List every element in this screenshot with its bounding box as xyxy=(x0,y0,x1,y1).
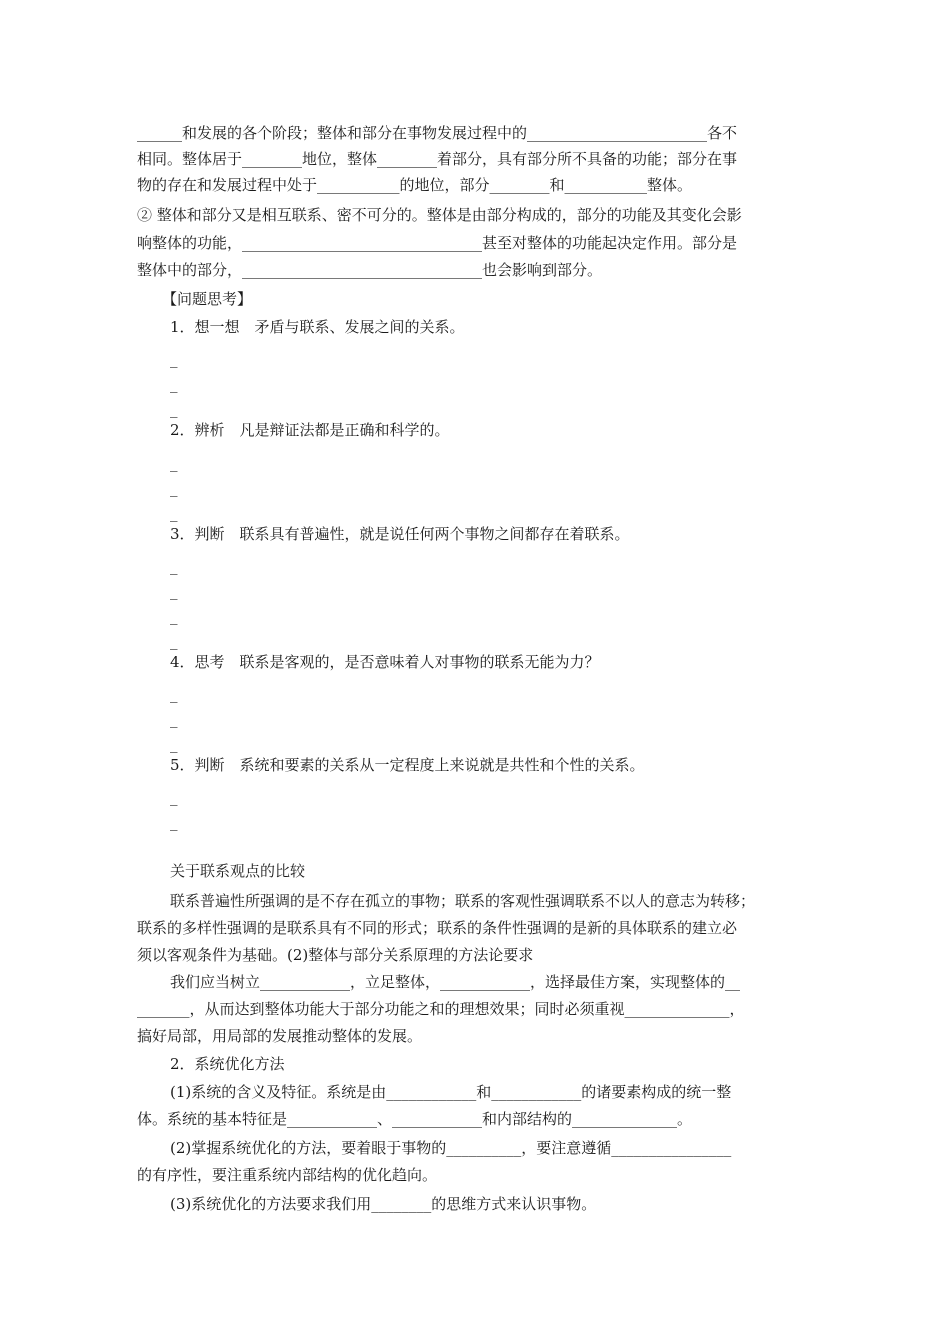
answer-blank: _ xyxy=(170,557,178,575)
answer-blank: _ xyxy=(170,735,178,753)
question-item: 1．想一想 矛盾与联系、发展之间的关系。 xyxy=(170,318,465,336)
text-line: 体。系统的基本特征是____________、____________和内部结构的______________。 xyxy=(137,1110,693,1128)
question-item: 4．思考 联系是客观的，是否意味着人对事物的联系无能为力？ xyxy=(170,653,600,671)
answer-blank: _ xyxy=(170,813,178,831)
text-line: 联系普遍性所强调的是不存在孤立的事物；联系的客观性强调联系不以人的意志为转移； xyxy=(170,892,756,910)
answer-blank: _ xyxy=(170,582,178,600)
answer-blank: _ xyxy=(170,350,178,368)
text-line: 响整体的功能，________________________________甚至对整体的功能起决定作用。部分是 xyxy=(137,234,738,252)
question-item: 5．判断 系统和要素的关系从一定程度上来说就是共性和个性的关系。 xyxy=(170,756,645,774)
text-line: 联系的多样性强调的是联系具有不同的形式；联系的条件性强调的是新的具体联系的建立必 xyxy=(137,919,738,937)
answer-blank: _ xyxy=(170,454,178,472)
answer-blank: _ xyxy=(170,632,178,650)
text-line: 物的存在和发展过程中处于___________的地位，部分________和___________整体。 xyxy=(137,176,693,194)
answer-blank: _ xyxy=(170,479,178,497)
answer-blank: _ xyxy=(170,400,178,418)
text-line: (1)系统的含义及特征。系统是由____________和____________的诸要素构成的统一整 xyxy=(170,1083,732,1101)
answer-blank: _ xyxy=(170,788,178,806)
answer-blank: _ xyxy=(170,504,178,522)
answer-blank: _ xyxy=(170,607,178,625)
text-line: 的有序性，要注重系统内部结构的优化趋向。 xyxy=(137,1166,438,1184)
text-line: 我们应当树立____________，立足整体，____________，选择最佳方案，实现整体的__ xyxy=(170,973,741,991)
answer-blank: _ xyxy=(170,375,178,393)
text-line: (3)系统优化的方法要求我们用________的思维方式来认识事物。 xyxy=(170,1195,597,1213)
text-line: 相同。整体居于________地位，整体________着部分，具有部分所不具备的功能；部分在事 xyxy=(137,150,738,168)
text-line: ______和发展的各个阶段；整体和部分在事物发展过程中的________________________各不 xyxy=(137,124,738,142)
question-item: 2．辨析 凡是辩证法都是正确和科学的。 xyxy=(170,421,450,439)
section-heading: 关于联系观点的比较 xyxy=(170,862,306,880)
text-line: _______，从而达到整体功能大于部分功能之和的理想效果；同时必须重视______________， xyxy=(137,1000,745,1018)
text-line: (2)掌握系统优化的方法，要着眼于事物的__________，要注意遵循________________ xyxy=(170,1139,732,1157)
question-item: 3．判断 联系具有普遍性，就是说任何两个事物之间都存在着联系。 xyxy=(170,525,630,543)
text-line: ② 整体和部分又是相互联系、密不可分的。整体是由部分构成的，部分的功能及其变化会影 xyxy=(137,206,742,224)
answer-blank: _ xyxy=(170,685,178,703)
text-line: 整体中的部分，________________________________也会影响到部分。 xyxy=(137,261,603,279)
section-heading: 2．系统优化方法 xyxy=(170,1055,285,1073)
text-line: 搞好局部，用局部的发展推动整体的发展。 xyxy=(137,1027,423,1045)
answer-blank: _ xyxy=(170,710,178,728)
section-heading: 【问题思考】 xyxy=(162,290,253,308)
text-line: 须以客观条件为基础。(2)整体与部分关系原理的方法论要求 xyxy=(137,946,534,964)
